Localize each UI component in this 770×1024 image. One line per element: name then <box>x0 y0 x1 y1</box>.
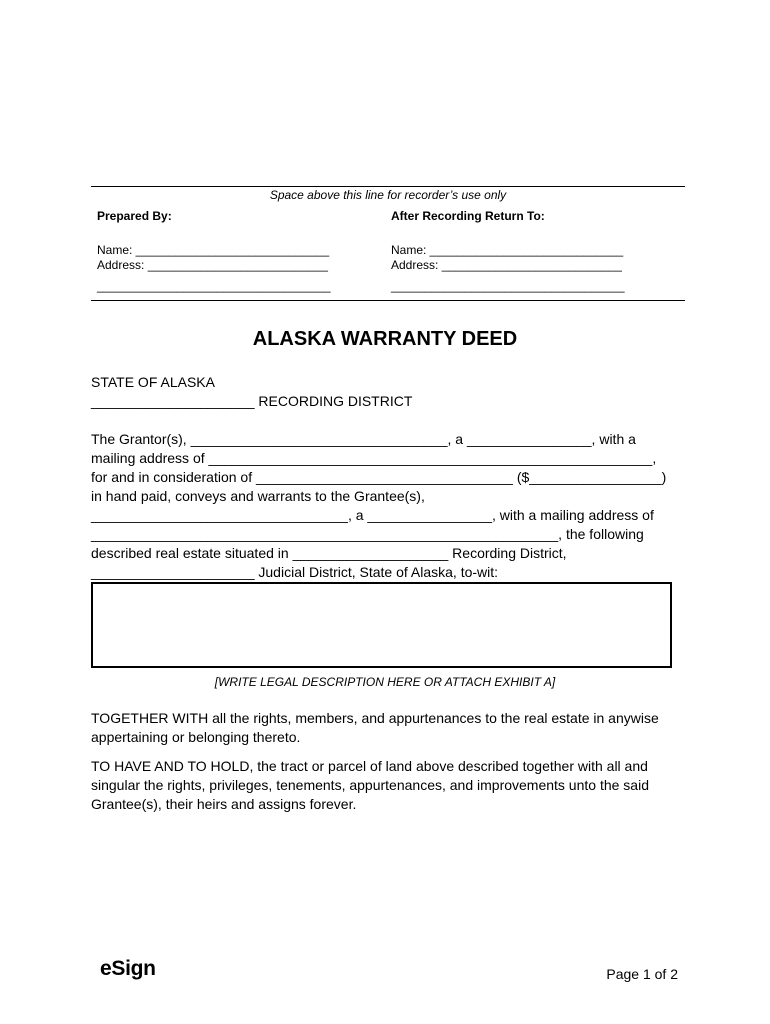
legal-description-caption: [WRITE LEGAL DESCRIPTION HERE OR ATTACH EXHIBIT A] <box>214 675 556 689</box>
recording-district-field[interactable]: _____________________ RECORDING DISTRICT <box>91 393 413 409</box>
grantor-line[interactable]: ____________________________________________________________, the following <box>91 526 644 542</box>
grantor-line[interactable]: described real estate situated in ____________________ Recording District, <box>91 545 567 561</box>
recorder-divider <box>91 186 685 187</box>
prepared-by-section <box>97 209 357 293</box>
state-line: STATE OF ALASKA <box>91 374 215 390</box>
legal-description-box[interactable] <box>91 582 672 668</box>
recorder-note: Space above this line for recorder’s use only <box>269 188 507 202</box>
document-title: ALASKA WARRANTY DEED <box>252 328 518 350</box>
return-to-name-field[interactable]: Name: _____________________________ <box>391 243 624 257</box>
header-bottom-divider <box>91 300 685 301</box>
prepared-by-address-line2[interactable]: ___________________________________ <box>97 279 331 293</box>
grantor-line[interactable]: _____________________ Judicial District, State of Alaska, to-wit: <box>91 564 499 580</box>
state-block <box>91 373 681 411</box>
return-to-section <box>391 209 661 293</box>
prepared-by-address-field[interactable]: Address: ___________________________ <box>97 258 328 272</box>
grantor-paragraph <box>91 430 681 582</box>
grantor-line[interactable]: mailing address of _________________________________________________________, <box>91 450 657 466</box>
grantor-line[interactable]: for and in consideration of _________________________________ ($_________________) <box>91 469 667 485</box>
return-to-address-field[interactable]: Address: ___________________________ <box>391 258 622 272</box>
prepared-by-heading: Prepared By: <box>97 209 172 223</box>
grantor-line: in hand paid, conveys and warrants to the Grantee(s), <box>91 488 425 504</box>
to-have-and-hold-paragraph: TO HAVE AND TO HOLD, the tract or parcel of land above described together with all and singular the rights, privileges, tenements, appurtenances, and improvements unto the said Grantee(s), their heirs and assigns forever. <box>91 758 649 812</box>
grantor-line[interactable]: The Grantor(s), _________________________________, a ________________, with a <box>91 431 636 447</box>
prepared-by-name-field[interactable]: Name: _____________________________ <box>97 243 330 257</box>
esign-logo: eSign <box>100 957 156 980</box>
return-to-address-line2[interactable]: ___________________________________ <box>391 279 625 293</box>
page-number: Page 1 of 2 <box>606 966 678 982</box>
together-with-paragraph: TOGETHER WITH all the rights, members, and appurtenances to the real estate in anywise appertaining or belonging thereto. <box>91 710 659 745</box>
grantor-line[interactable]: _________________________________, a ________________, with a mailing address of <box>91 507 654 523</box>
return-to-heading: After Recording Return To: <box>391 209 545 223</box>
